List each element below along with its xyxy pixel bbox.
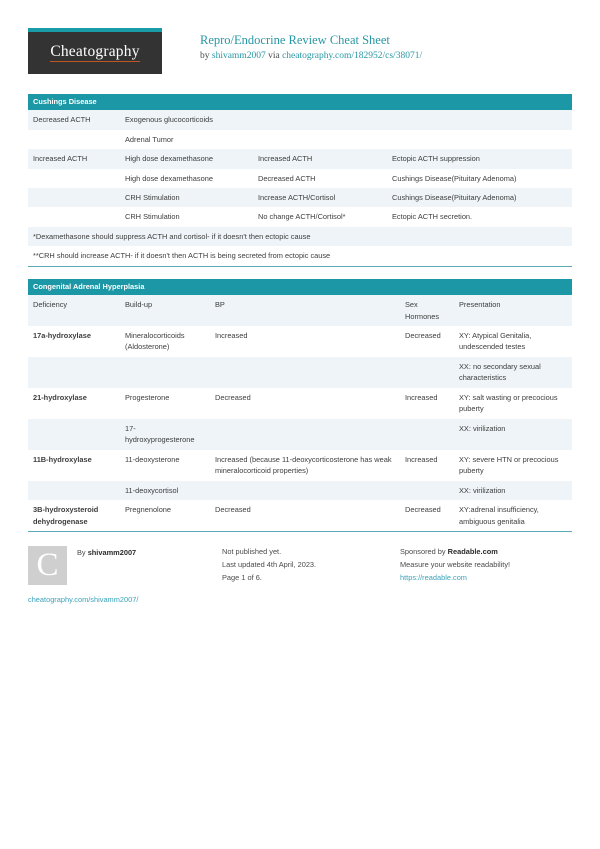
cell-sex-hormones: Decreased bbox=[400, 326, 454, 357]
cell-result: No change ACTH/Cortisol* bbox=[253, 207, 387, 226]
table-row bbox=[28, 169, 572, 188]
cell-deficiency bbox=[28, 419, 120, 450]
cell-diagnosis bbox=[387, 110, 572, 129]
footer-author-column bbox=[28, 546, 222, 607]
cell-deficiency: Increased ACTH bbox=[28, 149, 120, 168]
cell-presentation: XX: virilization bbox=[454, 419, 572, 450]
cell-buildup bbox=[120, 357, 210, 388]
cell-test: High dose dexamethasone bbox=[120, 149, 253, 168]
cell-deficiency: 3B-hydroxysteroid dehydrogenase bbox=[28, 500, 120, 531]
cell-deficiency bbox=[28, 169, 120, 188]
column-header-sex-hormones: Sex Hormones bbox=[400, 295, 454, 326]
cell-buildup: Progesterone bbox=[120, 388, 210, 419]
author-link[interactable]: shivamm2007 bbox=[211, 50, 266, 61]
table-row bbox=[28, 388, 572, 419]
cell-deficiency: Decreased ACTH bbox=[28, 110, 120, 129]
author-profile-link[interactable]: cheatography.com/shivamm2007/ bbox=[28, 595, 139, 605]
section-bottom-rule bbox=[28, 531, 572, 532]
byline-prefix: by bbox=[200, 50, 212, 61]
section-bottom-rule bbox=[28, 266, 572, 267]
cell-diagnosis: Ectopic ACTH secretion. bbox=[387, 207, 572, 226]
cell-buildup: Pregnenolone bbox=[120, 500, 210, 531]
cheatography-logo-text: Cheatography bbox=[50, 43, 140, 61]
cell-presentation: XY: severe HTN or precocious puberty bbox=[454, 450, 572, 481]
sponsor-tagline: Measure your website readability! bbox=[400, 560, 511, 570]
sponsor-name: Readable.com bbox=[447, 547, 498, 557]
cell-bp: Increased bbox=[210, 326, 400, 357]
table-row bbox=[28, 188, 572, 207]
cell-buildup: 17-hydroxyprogesterone bbox=[120, 419, 210, 450]
cell-sex-hormones: Decreased bbox=[400, 500, 454, 531]
publish-status: Not published yet. bbox=[222, 547, 282, 557]
table-row bbox=[28, 481, 572, 500]
page-header bbox=[28, 28, 572, 74]
cell-result bbox=[253, 110, 387, 129]
cell-result: Increase ACTH/Cortisol bbox=[253, 188, 387, 207]
note-dexamethasone: *Dexamethasone should suppress ACTH and cortisol- if it doesn't then ectopic cause bbox=[28, 227, 572, 246]
cell-presentation: XX: virilization bbox=[454, 481, 572, 500]
cell-deficiency: 17a-hydroxylase bbox=[28, 326, 120, 357]
cell-sex-hormones bbox=[400, 419, 454, 450]
cheatsheet-page bbox=[28, 28, 572, 607]
sponsor-line bbox=[400, 546, 572, 559]
cell-diagnosis: Cushings Disease(Pituitary Adenoma) bbox=[387, 169, 572, 188]
source-url-link[interactable]: cheatography.com/182952/cs/38071/ bbox=[282, 50, 423, 61]
footer-publish-column bbox=[222, 546, 400, 607]
column-header-deficiency: Deficiency bbox=[28, 295, 120, 326]
cell-deficiency: 11B-hydroxylase bbox=[28, 450, 120, 481]
page-footer bbox=[28, 546, 572, 607]
cell-bp bbox=[210, 419, 400, 450]
last-updated: Last updated 4th April, 2023. bbox=[222, 560, 317, 570]
section-heading-cah: Congenital Adrenal Hyperplasia bbox=[28, 279, 572, 295]
page-number: Page 1 of 6. bbox=[222, 572, 262, 582]
table-row bbox=[28, 149, 572, 168]
byline bbox=[200, 51, 422, 61]
cell-diagnosis: Cushings Disease(Pituitary Adenoma) bbox=[387, 188, 572, 207]
cell-result: Decreased ACTH bbox=[253, 169, 387, 188]
table-row bbox=[28, 110, 572, 129]
cell-bp bbox=[210, 357, 400, 388]
cell-buildup: 11-deoxycortisol bbox=[120, 481, 210, 500]
author-credit-name: shivamm2007 bbox=[87, 548, 137, 558]
cell-buildup: 11-deoxysterone bbox=[120, 450, 210, 481]
cell-sex-hormones: Increased bbox=[400, 450, 454, 481]
cell-sex-hormones bbox=[400, 357, 454, 388]
cushings-table bbox=[28, 110, 572, 266]
note-crh: **CRH should increase ACTH- if it doesn't then ACTH is being secreted from ectopic cause bbox=[28, 246, 572, 265]
cell-buildup: Mineralocorticoids (Aldosterone) bbox=[120, 326, 210, 357]
section-cushings-disease bbox=[28, 94, 572, 267]
cell-result bbox=[253, 130, 387, 149]
cell-diagnosis: Ectopic ACTH suppression bbox=[387, 149, 572, 168]
cell-test: CRH Stimulation bbox=[120, 207, 253, 226]
cell-bp: Increased (because 11-deoxycorticosterone has weak mineralocorticoid properties) bbox=[210, 450, 400, 481]
byline-via: via bbox=[265, 50, 283, 61]
cell-presentation: XY:adrenal insufficiency, ambiguous genitalia bbox=[454, 500, 572, 531]
author-credit bbox=[67, 546, 136, 560]
table-note-row bbox=[28, 227, 572, 246]
table-note-row bbox=[28, 246, 572, 265]
cell-deficiency bbox=[28, 357, 120, 388]
cell-bp bbox=[210, 481, 400, 500]
footer-sponsor-column bbox=[400, 546, 572, 607]
cell-test: High dose dexamethasone bbox=[120, 169, 253, 188]
author-row bbox=[28, 546, 222, 585]
column-header-buildup: Build-up bbox=[120, 295, 210, 326]
cell-test: Adrenal Tumor bbox=[120, 130, 253, 149]
cell-deficiency: 21-hydroxylase bbox=[28, 388, 120, 419]
cell-diagnosis bbox=[387, 130, 572, 149]
cell-deficiency bbox=[28, 481, 120, 500]
cell-bp: Decreased bbox=[210, 388, 400, 419]
avatar: C bbox=[28, 546, 67, 585]
cell-deficiency bbox=[28, 130, 120, 149]
column-header-presentation: Presentation bbox=[454, 295, 572, 326]
sponsor-link[interactable]: https://readable.com bbox=[400, 572, 467, 582]
cell-sex-hormones: Increased bbox=[400, 388, 454, 419]
table-row bbox=[28, 500, 572, 531]
title-block bbox=[162, 28, 422, 61]
cell-bp: Decreased bbox=[210, 500, 400, 531]
section-heading-cushings: Cushings Disease bbox=[28, 94, 572, 110]
cah-table bbox=[28, 295, 572, 531]
table-row bbox=[28, 326, 572, 357]
table-row bbox=[28, 419, 572, 450]
cell-deficiency bbox=[28, 207, 120, 226]
cell-test: Exogenous glucocorticoids bbox=[120, 110, 253, 129]
cheatography-logo[interactable] bbox=[28, 28, 162, 74]
table-row bbox=[28, 450, 572, 481]
table-row bbox=[28, 357, 572, 388]
author-credit-prefix: By bbox=[77, 548, 88, 558]
table-row bbox=[28, 207, 572, 226]
cell-result: Increased ACTH bbox=[253, 149, 387, 168]
section-congenital-adrenal-hyperplasia bbox=[28, 279, 572, 532]
table-header-row bbox=[28, 295, 572, 326]
cell-presentation: XY: salt wasting or precocious puberty bbox=[454, 388, 572, 419]
page-title: Repro/Endocrine Review Cheat Sheet bbox=[200, 33, 390, 47]
cell-presentation: XY: Atypical Genitalia, undescended testes bbox=[454, 326, 572, 357]
cell-presentation: XX: no secondary sexual characteristics bbox=[454, 357, 572, 388]
cell-sex-hormones bbox=[400, 481, 454, 500]
column-header-bp: BP bbox=[210, 295, 400, 326]
cell-test: CRH Stimulation bbox=[120, 188, 253, 207]
table-row bbox=[28, 130, 572, 149]
sponsor-prefix: Sponsored by bbox=[400, 547, 448, 557]
cell-deficiency bbox=[28, 188, 120, 207]
